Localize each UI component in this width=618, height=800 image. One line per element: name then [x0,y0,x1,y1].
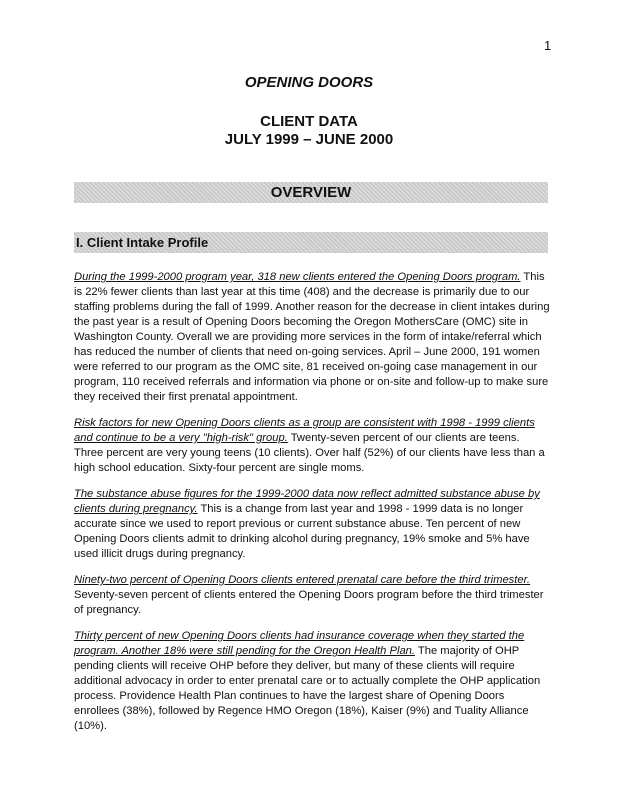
paragraph-text: This is a change from last year and 1998 - 1999 data is no longer accurate since we used to report previous or current substance abuse. Ten percent of new Opening Doors clients admit to drinking alcohol during pregnancy, 19% smoke and 5% have used illicit drugs during pregnancy. [74,503,530,560]
paragraph-lead: Ninety-two percent of Opening Doors clients entered prenatal care before the third trimester. [74,574,531,586]
document-title: OPENING DOORS [244,74,374,91]
paragraph-text: This is 22% fewer clients than last year at this time (408) and the decrease is primarily due to our staffing problems during the fall of 1999. Another reason for the decrease in client intakes during the past year is a result of Opening Doors becoming the Oregon MothersCare (OMC) site in Washington County. Overall we are providing more services in the form of intake/referral which has reduced the number of clients that need on-going services. April – June 2000, 191 women were referred to our program as the OMC site, 81 received on-going case management in our program, 110 received referrals and information via phone or on-site and follow-up to make sure they received their first prenatal appointment. [74,271,550,403]
body-text [74,270,550,745]
page-number: 1 [544,38,552,53]
paragraph-lead: The substance abuse figures for the 1999-2000 data now reflect admitted substance abuse by clients during pregnancy. [74,488,540,515]
title-block [0,74,618,149]
paragraph-text: The majority of OHP pending clients will receive OHP before they deliver, but many of these clients will require additional advocacy in order to enter prenatal care or to actually complete the OHP application process. Providence Health Plan continues to have the largest share of Opening Doors enrollees (38%), followed by Regence HMO Oregon (18%), Kaiser (9%) and Tuality Alliance (10%). [74,645,541,732]
paragraph-2 [74,416,550,476]
paragraph-lead: During the 1999-2000 program year, 318 new clients entered the Opening Doors program. [74,271,521,283]
paragraph-4 [74,573,550,618]
paragraph-lead: Thirty percent of new Opening Doors clients had insurance coverage when they started the program. Another 18% were still pending for the Oregon Health Plan. [74,630,525,657]
overview-heading: OVERVIEW [74,182,548,203]
paragraph-text: Seventy-seven percent of clients entered the Opening Doors program before the third trimester of pregnancy. [74,589,544,616]
paragraph-3 [74,487,550,562]
paragraph-5 [74,629,550,734]
document-subtitle: CLIENT DATA [260,113,358,130]
document-date-range: JULY 1999 – JUNE 2000 [224,131,394,148]
paragraph-lead: Risk factors for new Opening Doors clients as a group are consistent with 1998 - 1999 clients and continue to be a very "high-risk" group. [74,417,535,444]
paragraph-1 [74,270,550,405]
paragraph-text: Twenty-seven percent of our clients are teens. Three percent are very young teens (10 clients). Over half (52%) of our clients have less than a high school education. Sixty-four percent are single moms. [74,432,545,474]
section-heading-bar [74,232,548,253]
section-heading: I. Client Intake Profile [76,235,209,250]
